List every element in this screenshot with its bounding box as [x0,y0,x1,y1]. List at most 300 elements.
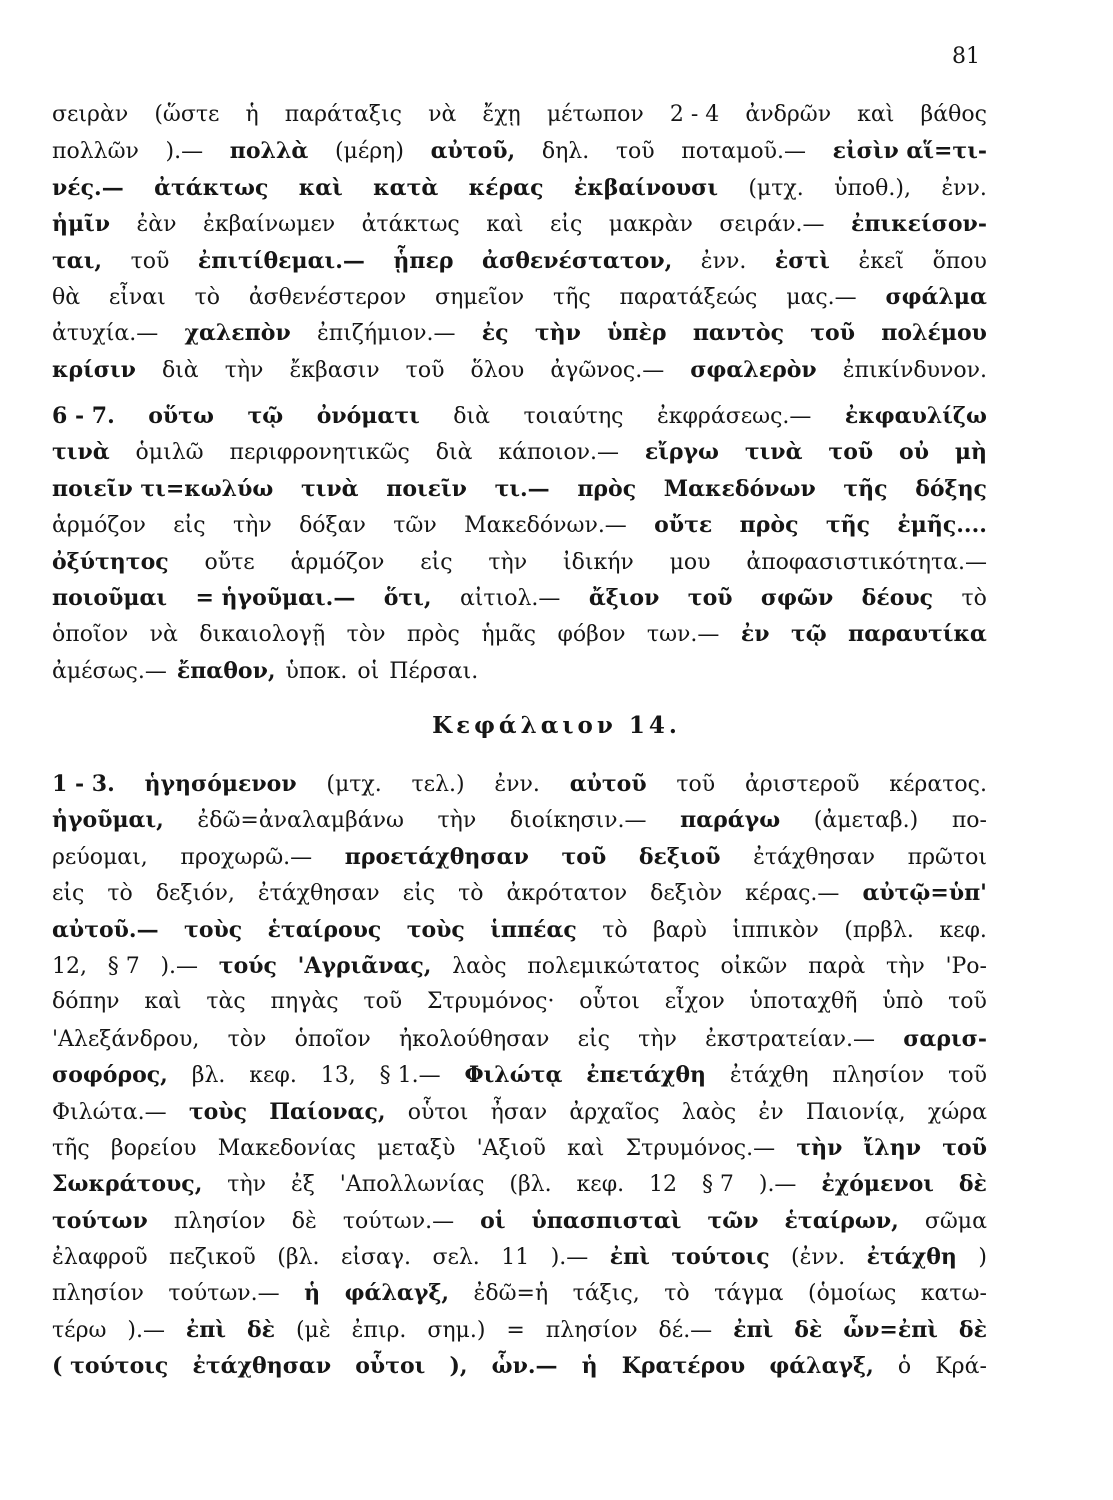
word: 'Αξιοῦ [476,1135,546,1161]
word: ὑποκ. [285,658,348,684]
bold-lemma: ἐτάχθησαν [192,1353,332,1380]
word: Μακεδονίας [217,1135,356,1161]
bold-lemma: τοῦ [687,584,733,611]
word: Φιλώτα.— [52,1099,167,1125]
word: οὔτε [204,549,255,575]
bold-lemma: ἐν [740,621,770,648]
word: Στρυμόνος.— [625,1135,776,1161]
bold-lemma: τοῦ [561,843,607,870]
word: οἱ [357,658,380,684]
word: τὸ [458,881,484,907]
word: ἀγῶνος.— [550,357,665,383]
word: τὸ [664,1281,690,1307]
bold-lemma: σφαλερὸν [690,356,817,383]
bold-lemma: καὶ [298,174,343,201]
word: πηγὰς [270,989,339,1015]
word: κέρας.— [745,881,840,907]
bold-lemma: Φιλώτᾳ [464,1062,563,1089]
word: ἔχῃ [482,102,521,127]
bold-lemma: ἴλην [863,1134,921,1161]
bold-lemma: ἐπετάχθη [586,1062,707,1089]
bold-lemma: σαρισ- [903,1025,987,1052]
bold-lemma: πρὸς [739,512,799,539]
word: ἁρμόζον [290,549,385,575]
bold-lemma: ται, [52,247,103,274]
word: ἐπιρ. [351,1317,407,1343]
word: σῶμα [924,1208,987,1234]
word: τούτων.— [168,1281,280,1307]
bold-lemma: ᾗπερ [393,247,454,274]
bold-lemma: ( τούτοις [52,1353,169,1380]
text-line [52,875,987,911]
text-line [52,170,987,206]
bold-lemma: ἐπὶ [185,1316,227,1343]
bold-lemma: Κρατέρου [621,1353,746,1380]
word: δόξαν [299,513,366,539]
word: μέτωπον [546,102,644,127]
bold-lemma: ὑπασπισταὶ [531,1207,682,1234]
bold-lemma: ἡμῖν [52,211,111,238]
bold-lemma: ἐχόμενοι [821,1171,934,1198]
word: ἐτάχθησαν [753,844,875,870]
word: κατω- [920,1281,987,1307]
word: αἰτιολ.— [459,585,561,611]
word: τάξις, [572,1281,640,1307]
bold-lemma: οὐ [899,439,929,466]
word: ρεύομαι, [52,844,148,870]
word: προχωρῶ.— [180,844,313,870]
word: ὁ [897,1354,912,1380]
word: ἀτάκτως [361,212,460,238]
word: διοίκησιν.— [509,808,647,834]
word: πεζικοῦ [169,1245,256,1271]
bold-lemma: δὲ [794,1316,823,1343]
word: σημεῖον [435,284,525,310]
bold-lemma: τὴν [534,320,581,347]
word: Κρά- [935,1354,987,1380]
word: (βλ. [277,1245,320,1271]
word: βαρὺ [653,917,707,943]
word: ἐν [758,1099,784,1125]
word: τὴν [885,953,925,979]
word: τοῦ [130,248,170,274]
bold-lemma: ἀτάκτως [154,174,269,201]
bold-lemma: τοὺς [406,916,465,943]
word: ἐνν. [700,248,747,274]
bold-lemma: ἐμῆς.... [897,512,987,539]
bold-lemma: δόξης [915,475,987,502]
word: τέρω [52,1317,107,1343]
bold-lemma: ἐς [481,320,509,347]
word: κέρατος. [889,772,987,797]
word: § 7 [107,953,140,979]
bold-lemma: τινὰ [744,439,803,466]
word: σειράν.— [719,212,825,238]
word: διὰ [453,404,491,429]
word: κεφ. [249,1063,297,1089]
bold-lemma: ἑταίρων, [784,1207,899,1234]
word: ἐπικίνδυνον. [842,357,987,383]
text-line [52,133,987,169]
word: βορείου [110,1135,197,1161]
bold-lemma: ἡγησόμενον [144,771,297,797]
text-line [52,948,987,984]
text-line [52,1094,987,1130]
word: θὰ [52,284,81,310]
word: 12, [52,953,87,979]
word: ὑποταχθῆ [749,989,858,1015]
bold-lemma: μὴ [954,439,987,466]
bold-lemma: πρὸς [577,475,637,502]
word: οἰκῶν [720,953,788,979]
word: ἐνν. [941,175,987,201]
word: (ἐνν. [791,1245,846,1271]
bold-lemma: τοῦ [810,320,855,347]
word: εἶχον [664,989,725,1015]
page-number: 81 [952,44,980,69]
word: ποταμοῦ.— [681,139,806,165]
bold-lemma: δέους [861,584,934,611]
bold-lemma: ἐκφαυλίζω [844,403,987,429]
word: (ἀμεταβ.) [813,808,919,834]
word: τὴν [227,1172,267,1198]
word: ὁποῖον [294,1026,371,1052]
word: (μὲ [295,1317,331,1343]
bold-lemma: τινὰ [300,475,359,502]
word: (ὥστε [154,102,220,127]
bold-lemma: Παίονας, [269,1098,386,1125]
bold-lemma: οὗτοι [355,1353,426,1380]
bold-lemma: ἡ [304,1280,321,1307]
word: τοῦ [948,989,987,1015]
bold-lemma: Μακεδόνων [663,475,816,502]
bold-lemma: τούτοις [671,1244,770,1271]
word: ἀποφασιστικότητα.— [746,549,987,575]
word: οὗτοι [407,1099,469,1125]
word: ἡμᾶς [481,622,536,648]
word: καὶ [486,212,524,238]
text-line [52,653,987,689]
word: 13, [320,1063,356,1089]
word: εἶναι [108,284,166,310]
word: πλησίον [545,1317,638,1343]
word: παρατάξεώς [619,284,758,310]
word: τὴν [224,357,264,383]
bold-lemma: εἰσὶν αἵ=τι- [832,138,987,165]
word: ἐλαφροῦ [52,1245,148,1271]
bold-lemma: τοὺς [184,916,243,943]
bold-lemma: 'Αγριᾶνας, [297,952,432,979]
word: ἐὰν [136,212,177,238]
bold-lemma: ὧν.— [491,1353,558,1380]
bold-lemma: 6 - 7. [52,403,115,429]
word: δόπην [52,989,120,1015]
bold-lemma: ἐκβαίνουσι [573,174,718,201]
text-line [52,580,987,616]
word: ἐνν. [494,772,540,797]
bold-lemma: ὀνόματι [316,403,420,429]
word: 'Αλεξάνδρου, [52,1026,200,1052]
text-line [52,398,987,434]
word: ἐκεῖ [858,248,905,274]
text-line [52,315,987,351]
word: Πέρσαι. [389,658,479,684]
word: ).— [160,953,199,979]
bold-lemma: κατὰ [373,174,439,201]
bold-lemma: δεξιοῦ [638,843,721,870]
word: χώρα [927,1099,987,1125]
word: τὴν [437,808,477,834]
text-line [52,471,987,507]
word: τοῦ [948,1063,987,1089]
word: τελ.) [411,772,465,797]
word: εἰσαγ. [340,1245,411,1271]
word: τὴν [638,1026,677,1052]
word: ἐτάχθησαν [257,881,380,907]
bold-lemma: πολλὰ [229,138,309,165]
bold-lemma: τι.— [494,475,550,502]
word: διὰ [161,357,199,383]
bold-lemma: αὐτῷ=ὑπ' [862,880,987,907]
word: ἀριστεροῦ [744,772,860,797]
bold-lemma: ἀσθενέστατον, [482,247,673,274]
word: (βλ. [509,1172,552,1198]
word: βάθος [920,102,987,127]
bold-lemma: τῆς [825,512,871,539]
word: σειρὰν [52,102,129,127]
word: σελ. [432,1245,480,1271]
text-line [52,912,987,948]
word: = [506,1317,525,1343]
chapter-heading: Κεφάλαιον 14. [432,712,681,739]
word: μας.— [786,284,857,310]
word: εἰς [420,549,453,575]
word: 12 [649,1172,678,1198]
word: τοῦ [405,357,445,383]
word: (μέρη) [334,139,404,165]
word: εἰς [52,881,85,907]
word: σημ.) [427,1317,486,1343]
text-line [52,243,987,279]
word: καὶ [857,102,895,127]
word: βλ. [191,1063,226,1089]
text-line [52,984,987,1020]
word: ).— [550,1245,589,1271]
word: 'Απολλωνίας [339,1172,485,1198]
word: πλησίον [52,1281,144,1307]
word: νὰ [428,102,457,127]
word: δικαιολογῇ [199,622,326,648]
word: τὴν [488,549,528,575]
word: ὑποθ.), [834,175,911,201]
bold-lemma: οὕτω [148,403,214,429]
word: οὗτοι [579,989,640,1015]
word: τούτων.— [342,1208,455,1234]
bold-lemma: ἑταίρους [267,916,382,943]
bold-lemma: τῆς [843,475,888,502]
word: ἀνδρῶν [745,102,832,127]
word: ἐκβαίνωμεν [203,212,336,238]
text-line [52,206,987,242]
text-line [52,434,987,470]
word: πλησίον [173,1208,266,1234]
bold-lemma: φάλαγξ, [344,1280,450,1307]
word: φόβον [557,622,626,648]
bold-lemma: τοὺς [188,1098,247,1125]
bold-lemma: σφάλμα [885,283,987,310]
bold-lemma: = ἡγοῦμαι.— [195,584,356,611]
bold-lemma: τῶν [707,1207,759,1234]
bold-lemma: δὲ [958,1316,987,1343]
word: τῶν [393,513,437,539]
bold-lemma: ἐπὶ [609,1244,650,1271]
word: λαὸς [681,1099,737,1125]
word: ἠκολούθησαν [398,1026,550,1052]
word: τὸν [346,622,386,648]
word: ἀρχαῖος [569,1099,660,1125]
text-line [52,1021,987,1057]
word: ) [978,1245,987,1271]
bold-lemma: τινὰ [52,439,110,466]
word: Μακεδόνων.— [464,513,627,539]
word: τὰς [206,989,246,1015]
text-line [52,1203,987,1239]
bold-lemma: ), [449,1353,468,1380]
bold-lemma: τούτων [52,1207,148,1234]
bold-lemma: ἄξιον [588,584,660,611]
bold-lemma: Σωκράτους, [52,1171,203,1198]
paragraph-lexicon-notes-1 [52,97,987,388]
word: ἐξ [290,1172,315,1198]
text-line [52,1312,987,1348]
word: πρὸς [406,622,460,648]
word: τοιαύτης [523,404,624,429]
word: ἱππικὸν [732,917,819,943]
text-line [52,1057,987,1093]
bold-lemma: εἴργω [644,439,719,466]
bold-lemma: ἐστὶ [774,247,830,274]
word: κεφ. [939,917,987,943]
text-line [52,1166,987,1202]
bold-lemma: ὀξύτητος [52,548,169,575]
word: πρῶτοι [907,844,987,870]
word: πολλῶν [52,139,139,165]
word: ἔκβασιν [289,357,380,383]
bold-lemma: αὐτοῦ [569,771,647,797]
bold-lemma: 1 - 3. [52,771,115,797]
word: τῆς [552,284,591,310]
word: τὸ [194,284,221,310]
word: τὸ [961,585,987,611]
bold-lemma: κρίσιν [52,356,136,383]
bold-lemma: ὅτι, [383,584,432,611]
word: δὲ [291,1208,317,1234]
bold-lemma: ἐπὶ [733,1316,774,1343]
word: παρὰ [808,953,866,979]
word: ἐκστρατείαν.— [705,1026,876,1052]
text-line [52,1130,987,1166]
word: (πρβλ. [844,917,914,943]
bold-lemma: πολέμου [881,320,987,347]
bold-lemma: κέρας [468,174,544,201]
bold-lemma: προετάχθησαν [344,843,529,870]
text-line [52,507,987,543]
word: μακρὰν [608,212,693,238]
word: τοῦ [363,989,403,1015]
bold-lemma: χαλεπὸν [184,320,291,347]
word: ὅλου [470,357,525,383]
word: ὑπὸ [882,989,924,1015]
bold-lemma: ὑπὲρ [607,320,667,347]
word: ἐκφράσεως.— [656,404,812,429]
word: ἐπιζήμιον.— [317,321,456,347]
word: (μτχ. [326,772,382,797]
word: ἐδῶ=ἡ [473,1281,549,1307]
bold-lemma: ποιοῦμαι [52,584,168,611]
word: δηλ. [541,139,590,165]
bold-lemma: δὲ [246,1316,276,1343]
word: κάποιον.— [498,440,619,466]
text-line [52,802,987,838]
bold-lemma: παντὸς [692,320,784,347]
text-line [52,279,987,315]
word: τοῦ [615,139,655,165]
word: ).— [758,1172,797,1198]
word: λαὸς [452,953,507,979]
text-line [52,544,987,580]
bold-lemma: σοφόρος, [52,1062,168,1089]
word: μεταξὺ [377,1135,456,1161]
word: ἀσθενέστερον [248,284,407,310]
word: εἰς [549,212,583,238]
word: εἰς [173,513,206,539]
word: πλησίον [832,1063,925,1089]
word: μου [669,549,711,575]
bold-lemma: ποιεῖν [386,475,467,502]
word: 2 - 4 [669,102,720,127]
paragraph-section-6-7 [52,398,987,689]
bold-lemma: νές.— [52,174,124,201]
word: τῆς [52,1135,90,1161]
bold-lemma: τὴν [796,1134,843,1161]
word: δέ.— [658,1317,713,1343]
word: διὰ [435,440,473,466]
text-line [52,766,987,802]
word: ἐδῶ=ἀναλαμβάνω [197,808,404,834]
word: ).— [165,139,204,165]
text-line [52,1348,987,1384]
word: (ὁμοίως [808,1281,897,1307]
bold-lemma: τῷ [247,403,284,429]
word: τάγμα [714,1281,784,1307]
word: εἰς [577,1026,610,1052]
word: 'Ρο- [945,953,987,979]
word: ἦσαν [490,1099,548,1125]
bold-lemma: ἡγοῦμαι, [52,807,164,834]
word: νὰ [149,622,178,648]
word: τὸ [107,881,133,907]
bold-lemma: παράγω [680,807,781,834]
word: ὁποῖον [52,622,129,648]
word: των.— [646,622,720,648]
text-line [52,616,987,652]
bold-lemma: αὐτοῦ, [430,138,516,165]
bold-lemma: οὔτε [654,512,713,539]
word: ἀκρότατον [506,881,628,907]
bold-lemma: ἔπαθον, [176,657,276,684]
bold-lemma: τῷ [790,621,827,648]
word: ἀμέσως.— [52,658,167,684]
